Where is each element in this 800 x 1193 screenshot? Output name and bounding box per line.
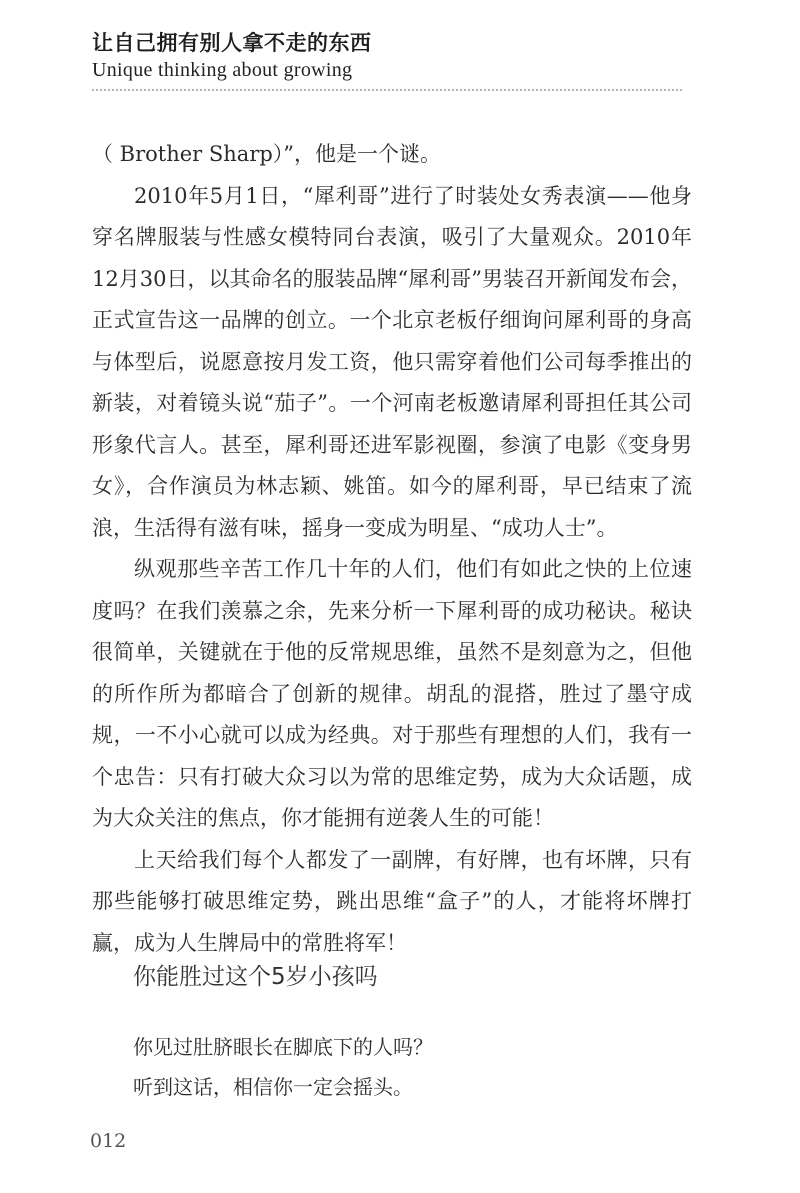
running-header bbox=[92, 28, 692, 82]
paragraph-3: 纵观那些辛苦工作几十年的人们，他们有如此之快的上位速度吗？在我们羡慕之余，先来分析一下犀利哥的成功秘诀。秘诀很简单，关键就在于他的反常规思维，虽然不是刻意为之，但他的所作所为都暗合了创新的规律。胡乱的混搭，胜过了墨守成规，一不小心就可以成为经典。对于那些有理想的人们，我有一个忠告：只有打破大众习以为常的思维定势，成为大众话题，成为大众关注的焦点，你才能拥有逆袭人生的可能！ bbox=[92, 557, 692, 830]
book-title: 让自己拥有别人拿不走的东西 bbox=[92, 30, 372, 55]
paragraph-2: 2010年5月1日，“犀利哥”进行了时装处女秀表演——他身穿名牌服装与性感女模特同台表演，吸引了大量观众。2010年12月30日，以其命名的服装品牌“犀利哥”男装召开新闻发布会，正式宣告这一品牌的创立。一个北京老板仔细询问犀利哥的身高与体型后，说愿意按月发工资，他只需穿着他们公司每季推出的新装，对着镜头说“茄子”。一个河南老板邀请犀利哥担任其公司形象代言人。甚至，犀利哥还进军影视圈，参演了电影《变身男女》，合作演员为林志颖、姚笛。如今的犀利哥，早已结束了流浪，生活得有滋有味，摇身一变成为明星、“成功人士”。 bbox=[92, 183, 692, 540]
section-line-1: 你见过肚脐眼长在脚底下的人吗？ bbox=[133, 1035, 433, 1059]
header-divider bbox=[92, 89, 682, 91]
section-text bbox=[133, 1027, 693, 1107]
book-subtitle: Unique thinking about growing bbox=[92, 59, 353, 81]
page-number: 012 bbox=[90, 1130, 127, 1152]
section-line-2: 听到这话，相信你一定会摇头。 bbox=[133, 1075, 413, 1099]
paragraph-4: 上天给我们每个人都发了一副牌，有好牌，也有坏牌，只有那些能够打破思维定势，跳出思维“盒子”的人，才能将坏牌打赢，成为人生牌局中的常胜将军！ bbox=[92, 847, 692, 955]
section-heading: 你能胜过这个5岁小孩吗 bbox=[133, 964, 378, 990]
main-text bbox=[92, 134, 692, 964]
paragraph-1: （ Brother Sharp）”，他是一个谜。 bbox=[92, 142, 442, 166]
